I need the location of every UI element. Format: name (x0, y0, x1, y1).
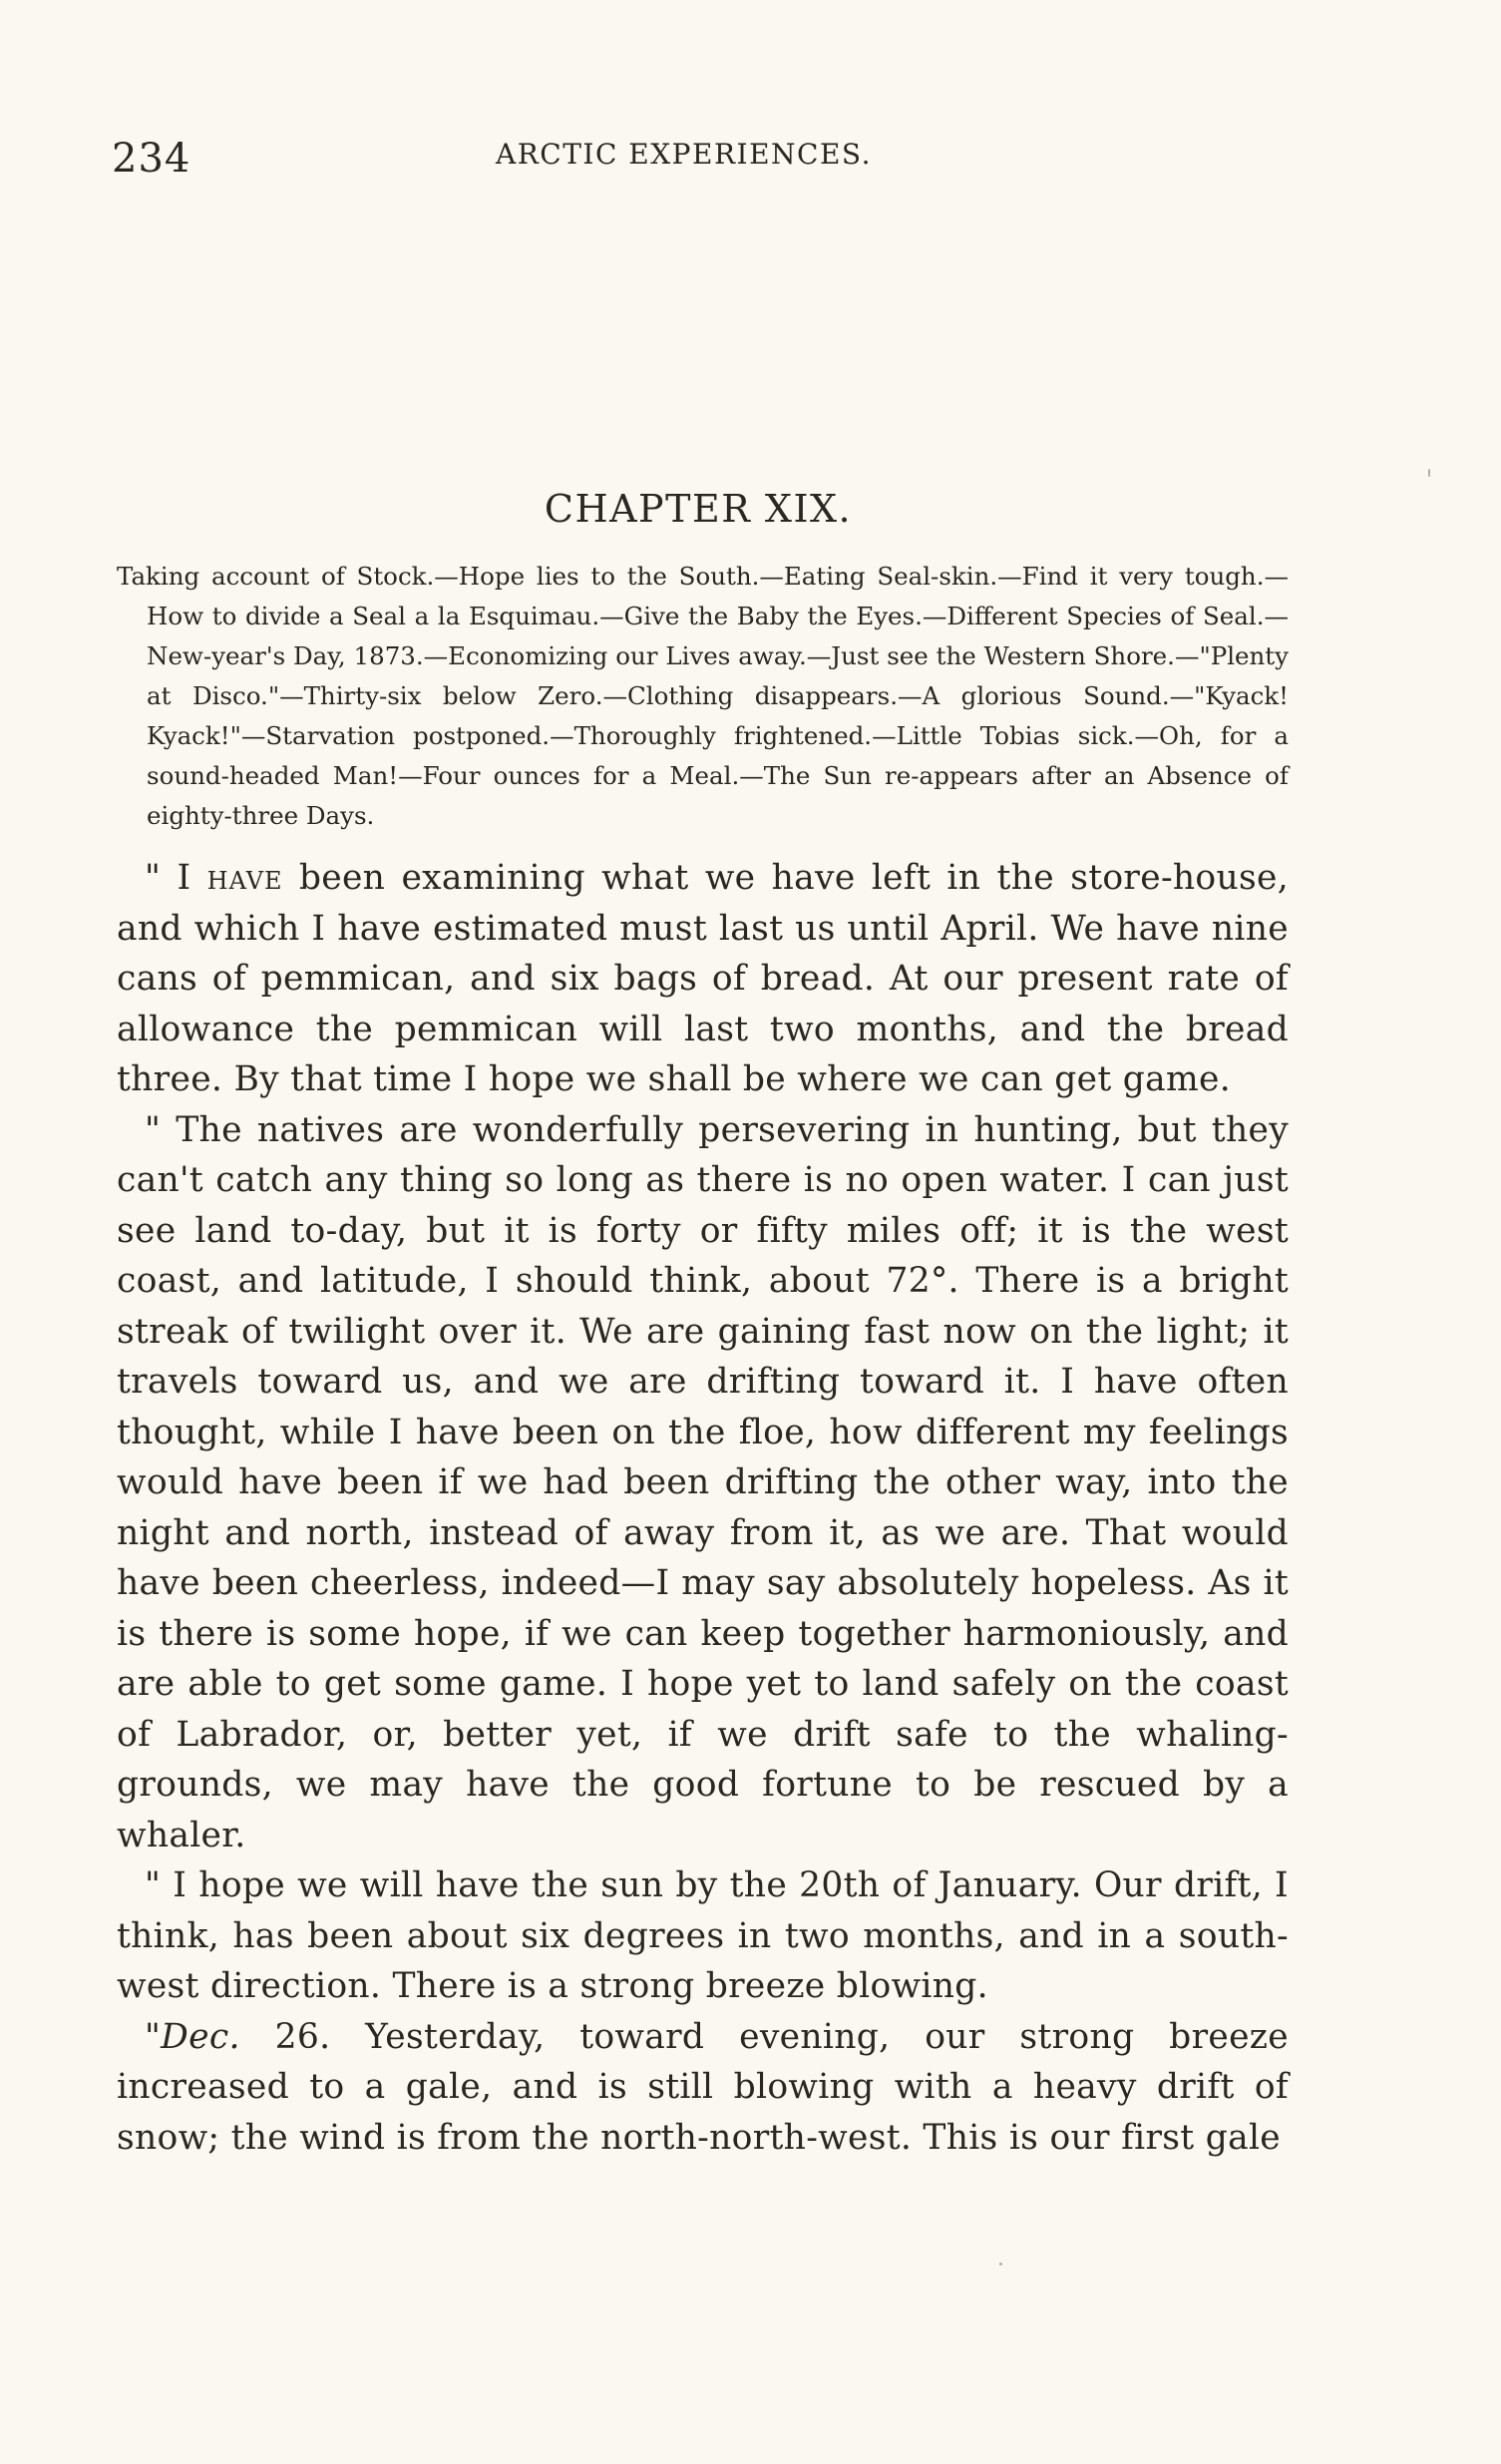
paragraph-4 (117, 2012, 1289, 2164)
chapter-title: CHAPTER XIX. (544, 487, 853, 531)
p1-text: been examining what we have left in the store-house, and which I have estimated must last us until April. We have nine cans of pemmican, and six bags of bread. At our present rate of allowance the pemmican will last two months, and the bread three. By that time I hope we shall be where we can get game. (117, 858, 1289, 1099)
p1-open-quote: " I (145, 858, 207, 898)
page-header (112, 128, 1289, 188)
paragraph-2: " The natives are wonderfully persevering in hunting, but they can't catch any thing so long as there is no open water. I can just see land to-day, but it is forty or fifty miles off; it is the west coast, and latitude, I should think, about 72°. There is a bright streak of twilight over it. We are gaining fast now on the light; it travels toward us, and we are drifting toward it. I have often thought, while I have been on the floe, how different my feelings would have been if we had been drifting the other way, into the night and north, instead of away from it, as we are. That would have been cheerless, indeed—I may say absolutely hopeless. As it is there is some hope, if we can keep together harmoniously, and are able to get some game. I hope yet to land safely on the coast of Labrador, or, better yet, if we drift safe to the whaling-grounds, we may have the good fortune to be rescued by a whaler. (117, 1109, 1289, 1855)
body-text (117, 853, 1289, 2163)
p4-open-quote: " (145, 2016, 162, 2057)
p1-smallcaps-word: have (206, 858, 283, 898)
synopsis-text: Taking account of Stock.—Hope lies to the South.—Eating Seal-skin.—Find it very tough.—How to divide a Seal a la Esquimau.—Give the Baby the Eyes.—Different Species of Seal.—New-year's Day, 1873.—Economizing our Lives away.—Just see the Western Shore.—"Plenty at Disco."—Thirty-six below Zero.—Clothing disappears.—A glorious Sound.—"Kyack! Kyack!"—Starvation postponed.—Thoroughly frightened.—Little Tobias sick.—Oh, for a sound-headed Man!—Four ounces for a Meal.—The Sun re-appears after an Absence of eighty-three Days. (117, 562, 1289, 830)
paper-fleck (1428, 469, 1430, 477)
p4-date-word: Dec. (161, 2016, 240, 2057)
chapter-synopsis (117, 557, 1289, 836)
paragraph-3: " I hope we will have the sun by the 20th of January. Our drift, I think, has been about six degrees in two months, and in a south-west direction. There is a strong breeze blowing. (117, 1865, 1289, 2006)
running-head: ARCTIC EXPERIENCES. (496, 138, 872, 171)
paragraph-1 (117, 853, 1289, 1105)
p4-text: 26. Yesterday, toward evening, our strong breeze increased to a gale, and is still blowing with a heavy drift of snow; the wind is from the north-north-west. This is our first gale (117, 2016, 1289, 2158)
page-number: 234 (112, 136, 191, 182)
paper-fleck (999, 2262, 1002, 2265)
